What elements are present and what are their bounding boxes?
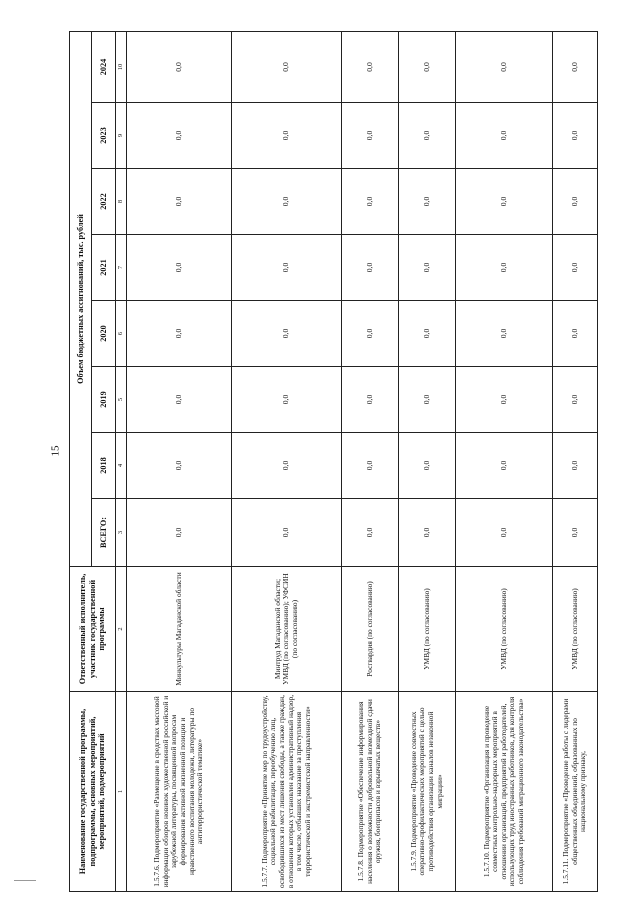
value-year: 0,0 (456, 367, 553, 433)
value-total: 0,0 (232, 499, 342, 567)
value-year: 0,0 (127, 235, 232, 301)
header-year: 2020 (92, 301, 116, 367)
column-index: 10 (116, 32, 127, 103)
column-index: 6 (116, 301, 127, 367)
header-year: 2023 (92, 103, 116, 169)
value-year: 0,0 (456, 433, 553, 499)
value-year: 0,0 (127, 169, 232, 235)
value-year: 0,0 (399, 367, 456, 433)
value-year: 0,0 (232, 235, 342, 301)
table-row (456, 32, 553, 892)
value-year: 0,0 (553, 235, 598, 301)
value-year: 0,0 (232, 367, 342, 433)
value-year: 0,0 (553, 433, 598, 499)
value-year: 0,0 (553, 169, 598, 235)
row-executor: Минтруд Магаданской области; УМВД (по согласованию); УФСИН (по согласованию) (232, 567, 342, 692)
value-year: 0,0 (342, 32, 399, 103)
value-year: 0,0 (456, 169, 553, 235)
value-year: 0,0 (232, 301, 342, 367)
page-number: 15 (49, 445, 62, 457)
budget-table (69, 31, 598, 892)
value-year: 0,0 (232, 433, 342, 499)
row-name: 1.5.7.11. Подмероприятие «Проведение работы с лидерами общественных объединений, образованных по национальному признаку, (553, 692, 598, 892)
value-year: 0,0 (342, 169, 399, 235)
row-executor: УМВД (по согласованию) (456, 567, 553, 692)
table-row (399, 32, 456, 892)
header-year: 2022 (92, 169, 116, 235)
row-executor: Росгвардия (по согласованию) (342, 567, 399, 692)
value-year: 0,0 (553, 32, 598, 103)
value-year: 0,0 (342, 367, 399, 433)
row-name: 1.5.7.7. Подмероприятие «Принятие мер по трудоустройству, социальной реабилитации, переобучению лиц, освободившихся из мест лишения свободы, а также граждан, в отношении которых установлен административный надзор, в том числе, отбывших наказание за преступления террористической и экстремистской направленности» (232, 692, 342, 892)
header-year: 2024 (92, 32, 116, 103)
value-year: 0,0 (232, 169, 342, 235)
value-year: 0,0 (553, 103, 598, 169)
value-year: 0,0 (342, 235, 399, 301)
row-name: 1.5.7.10. Подмероприятие «Организация и проведение совместных контрольно-надзорных мероприятий в отношении организаций, предприятий и работодателей, использующих труд иностранных работников, для контроля соблюдения требований миграционного законодательства» (456, 692, 553, 892)
value-year: 0,0 (399, 235, 456, 301)
row-name: 1.5.7.6. Подмероприятие «Размещение в средствах массовой информации обзоров новинок художественной российской и зарубежной литературы, посвященной вопросам формирования активной жизненной позиции и нравственного воспитания молодежи, литературы по антитеррористической тематике» (127, 692, 232, 892)
header-budget: Объем бюджетных ассигнований, тыс. рублей (70, 32, 92, 567)
scan-mark (14, 880, 36, 881)
column-index: 7 (116, 235, 127, 301)
header-year: 2019 (92, 367, 116, 433)
column-index: 3 (116, 499, 127, 567)
row-executor: Минкультуры Магаданской области (127, 567, 232, 692)
value-total: 0,0 (342, 499, 399, 567)
value-year: 0,0 (127, 103, 232, 169)
value-year: 0,0 (232, 32, 342, 103)
column-index: 5 (116, 367, 127, 433)
column-index: 1 (116, 692, 127, 892)
value-year: 0,0 (342, 301, 399, 367)
value-total: 0,0 (399, 499, 456, 567)
table-row (342, 32, 399, 892)
value-total: 0,0 (127, 499, 232, 567)
column-index: 8 (116, 169, 127, 235)
value-year: 0,0 (342, 433, 399, 499)
value-year: 0,0 (456, 235, 553, 301)
value-year: 0,0 (127, 433, 232, 499)
header-year: 2018 (92, 433, 116, 499)
value-year: 0,0 (553, 367, 598, 433)
column-index: 9 (116, 103, 127, 169)
column-index: 4 (116, 433, 127, 499)
value-year: 0,0 (399, 433, 456, 499)
table-row (127, 32, 232, 892)
value-year: 0,0 (127, 32, 232, 103)
value-year: 0,0 (342, 103, 399, 169)
table-row (553, 32, 598, 892)
header-name: Наименование государственной программы, подпрограммы, основных мероприятий, мероприятий, подмероприятий (70, 692, 116, 892)
value-year: 0,0 (456, 103, 553, 169)
row-executor: УМВД (по согласованию) (399, 567, 456, 692)
header-total: ВСЕГО: (92, 499, 116, 567)
value-year: 0,0 (399, 301, 456, 367)
value-year: 0,0 (456, 32, 553, 103)
value-year: 0,0 (127, 301, 232, 367)
value-total: 0,0 (553, 499, 598, 567)
value-year: 0,0 (399, 103, 456, 169)
header-executor: Ответственный исполнитель, участник государственной программы (70, 567, 116, 692)
value-year: 0,0 (399, 32, 456, 103)
value-year: 0,0 (553, 301, 598, 367)
value-year: 0,0 (127, 367, 232, 433)
value-year: 0,0 (456, 301, 553, 367)
column-index: 2 (116, 567, 127, 692)
value-total: 0,0 (456, 499, 553, 567)
value-year: 0,0 (232, 103, 342, 169)
value-year: 0,0 (399, 169, 456, 235)
table-row (232, 32, 342, 892)
budget-table-rotated (69, 32, 594, 892)
row-name: 1.5.7.9. Подмероприятие «Проведение совместных оперативно-профилактических мероприятий с целью противодействия организации каналов незаконной миграции» (399, 692, 456, 892)
row-name: 1.5.7.8. Подмероприятие «Обеспечение информирования населения о возможности добровольной возмездной сдачи оружия, боеприпасов и взрывчатых веществ» (342, 692, 399, 892)
header-year: 2021 (92, 235, 116, 301)
row-executor: УМВД (по согласованию) (553, 567, 598, 692)
